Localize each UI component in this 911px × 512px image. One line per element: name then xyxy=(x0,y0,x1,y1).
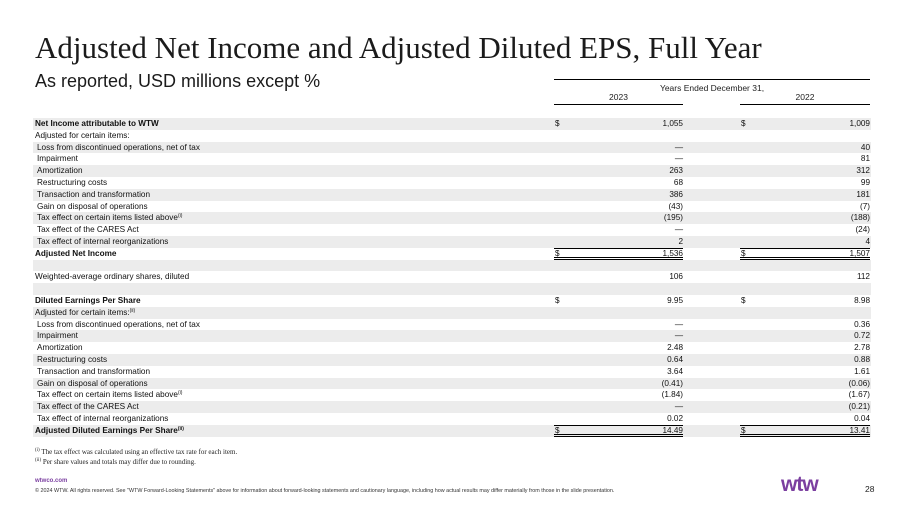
table-row xyxy=(33,401,871,413)
row-label-text: Tax effect of internal reorganizations xyxy=(37,236,169,246)
value-2023: 1,536 xyxy=(662,248,683,258)
value-2022: 13.41 xyxy=(849,425,870,435)
row-label xyxy=(37,153,78,165)
period-header: Years Ended December 31, xyxy=(554,79,870,94)
currency-2022: $ xyxy=(741,425,746,435)
table-row xyxy=(33,142,871,154)
page-subtitle: As reported, USD millions except % xyxy=(35,71,321,91)
value-2023: — xyxy=(674,142,683,152)
value-2023: — xyxy=(674,225,683,235)
row-label-text: Tax effect of internal reorganizations xyxy=(37,413,169,423)
row-label-text: Impairment xyxy=(37,331,78,341)
table-row xyxy=(33,165,871,177)
value-2023: 3.64 xyxy=(667,366,683,376)
row-label xyxy=(37,142,200,154)
row-label xyxy=(37,212,182,224)
row-label-text: Adjusted for certain items: xyxy=(35,130,130,140)
currency-2023: $ xyxy=(555,119,560,128)
row-label xyxy=(37,330,78,342)
footnote-marker: (ii) xyxy=(177,425,184,432)
table-row xyxy=(33,248,871,260)
row-label xyxy=(37,201,148,213)
currency-2023: $ xyxy=(555,248,560,258)
row-label xyxy=(35,425,184,437)
value-2022: 0.36 xyxy=(854,319,870,329)
table-row xyxy=(33,118,871,130)
value-2023: 9.95 xyxy=(667,295,683,305)
table-row xyxy=(33,177,871,189)
value-2023: — xyxy=(674,154,683,164)
footnote-marker: (ii) xyxy=(129,307,136,314)
row-label-text: Gain on disposal of operations xyxy=(37,378,148,388)
table-row xyxy=(33,189,871,201)
currency-2022: $ xyxy=(741,295,746,305)
row-label-text: Loss from discontinued operations, net of tax xyxy=(37,142,200,152)
value-2022: (24) xyxy=(855,225,870,235)
row-label xyxy=(35,271,189,283)
footnote-marker: (i) xyxy=(35,448,40,453)
value-2022: 8.98 xyxy=(854,295,870,305)
table-row xyxy=(33,307,871,319)
table-row xyxy=(33,295,871,307)
row-label xyxy=(37,165,83,177)
currency-2022: $ xyxy=(741,248,746,258)
table-row xyxy=(33,201,871,213)
value-2023: (43) xyxy=(668,201,683,211)
value-2022: (7) xyxy=(859,201,870,211)
row-label xyxy=(37,378,148,390)
row-label-text: Restructuring costs xyxy=(37,354,108,364)
row-label-text: Diluted Earnings Per Share xyxy=(35,295,141,305)
value-2023: (195) xyxy=(663,213,683,223)
footnote-marker: (i) xyxy=(177,390,183,397)
value-2022: 99 xyxy=(860,177,870,187)
table-row xyxy=(33,366,871,378)
value-2022: 312 xyxy=(856,166,870,176)
currency-2023: $ xyxy=(555,295,560,305)
row-label-text: Tax effect of the CARES Act xyxy=(37,402,139,412)
value-2023: — xyxy=(674,402,683,412)
table-row xyxy=(33,212,871,224)
row-label xyxy=(35,118,159,130)
table-row xyxy=(33,425,871,437)
row-label-text: Adjusted Diluted Earnings Per Share xyxy=(35,425,178,435)
row-label-text: Loss from discontinued operations, net of tax xyxy=(37,319,200,329)
row-label-text: Weighted-average ordinary shares, diluted xyxy=(35,272,190,282)
row-label xyxy=(37,236,168,248)
table-row xyxy=(33,224,871,236)
legal-notice: © 2024 WTW. All rights reserved. See "WTW Forward-Looking Statements" above for information about forward-looking statements and cautionary language, including how actual results may differ materially from those in the slide presentation. xyxy=(35,488,615,494)
row-label-text: Tax effect of the CARES Act xyxy=(37,225,139,235)
wtw-logo xyxy=(781,472,827,496)
row-label xyxy=(37,319,200,331)
row-label xyxy=(37,342,83,354)
table-row xyxy=(33,319,871,331)
row-label xyxy=(37,366,150,378)
row-label xyxy=(37,389,182,401)
column-header-2023: 2023 xyxy=(554,92,683,105)
page-number: 28 xyxy=(865,484,875,494)
value-2023: 68 xyxy=(673,177,683,187)
footnote-marker: (i) xyxy=(177,213,183,220)
table-row xyxy=(33,389,871,401)
value-2023: 2 xyxy=(678,236,683,246)
value-2022: 0.04 xyxy=(854,413,870,423)
value-2022: 1.61 xyxy=(854,366,870,376)
footnotes xyxy=(35,447,237,467)
row-label-text: Adjusted Net Income xyxy=(35,248,117,258)
row-label xyxy=(35,295,141,307)
value-2022: (188) xyxy=(850,213,870,223)
row-label-text: Transaction and transformation xyxy=(37,366,151,376)
row-label xyxy=(37,401,139,413)
value-2023: — xyxy=(674,331,683,341)
value-2023: 263 xyxy=(669,166,683,176)
table-row xyxy=(33,236,871,248)
table-row xyxy=(33,130,871,142)
row-label xyxy=(35,307,135,319)
value-2022: 0.72 xyxy=(854,331,870,341)
table-row xyxy=(33,354,871,366)
value-2023: 14.49 xyxy=(662,425,683,435)
row-label-text: Gain on disposal of operations xyxy=(37,201,148,211)
table-row xyxy=(33,153,871,165)
value-2022: 4 xyxy=(865,236,870,246)
value-2022: 1,507 xyxy=(849,248,870,258)
row-label-text: Adjusted for certain items: xyxy=(35,307,130,317)
row-label-text: Tax effect on certain items listed above xyxy=(37,390,178,400)
value-2023: — xyxy=(674,319,683,329)
table-row xyxy=(33,260,871,272)
row-label-text: Amortization xyxy=(37,166,83,176)
value-2022: 181 xyxy=(856,189,870,199)
value-2022: 81 xyxy=(860,154,870,164)
table-row xyxy=(33,283,871,295)
value-2022: 2.78 xyxy=(854,343,870,353)
currency-2022: $ xyxy=(741,119,746,128)
row-label-text: Net Income attributable to WTW xyxy=(35,119,159,128)
value-2022: 0.88 xyxy=(854,354,870,364)
currency-2023: $ xyxy=(555,425,560,435)
value-2022: 1,009 xyxy=(849,119,870,128)
footnote-text: Per share values and totals may differ due to rounding. xyxy=(42,458,196,466)
value-2022: (1.67) xyxy=(848,390,870,400)
value-2023: (0.41) xyxy=(661,378,683,388)
table-row xyxy=(33,330,871,342)
row-label xyxy=(37,354,107,366)
row-label xyxy=(35,130,130,142)
row-label xyxy=(35,248,116,260)
page-title: Adjusted Net Income and Adjusted Diluted EPS, Full Year xyxy=(35,30,762,65)
row-label xyxy=(37,177,107,189)
value-2022: (0.21) xyxy=(848,402,870,412)
table-row xyxy=(33,342,871,354)
value-2023: 2.48 xyxy=(667,343,683,353)
row-label xyxy=(37,413,168,425)
row-label xyxy=(37,224,139,236)
table-row xyxy=(33,271,871,283)
value-2023: (1.84) xyxy=(661,390,683,400)
wtw-logo-text: wtw xyxy=(781,473,818,496)
footnote-text: The tax effect was calculated using an effective tax rate for each item. xyxy=(41,448,238,456)
financial-table xyxy=(33,118,871,437)
column-header-2022: 2022 xyxy=(740,92,870,105)
footnote xyxy=(35,457,237,467)
row-label xyxy=(37,189,150,201)
table-row xyxy=(33,378,871,390)
row-label-text: Transaction and transformation xyxy=(37,189,151,199)
footnote xyxy=(35,447,237,457)
value-2023: 106 xyxy=(669,272,683,282)
value-2022: 112 xyxy=(856,272,870,282)
value-2022: (0.06) xyxy=(848,378,870,388)
value-2023: 0.64 xyxy=(667,354,683,364)
value-2023: 0.02 xyxy=(667,413,683,423)
row-label-text: Restructuring costs xyxy=(37,177,108,187)
website-link[interactable]: wtwco.com xyxy=(35,478,68,484)
value-2023: 1,055 xyxy=(662,119,683,128)
row-label-text: Amortization xyxy=(37,343,83,353)
row-label-text: Impairment xyxy=(37,154,78,164)
value-2023: 386 xyxy=(669,189,683,199)
footnote-marker: (ii) xyxy=(35,458,42,463)
value-2022: 40 xyxy=(860,142,870,152)
table-row xyxy=(33,413,871,425)
row-label-text: Tax effect on certain items listed above xyxy=(37,213,178,223)
